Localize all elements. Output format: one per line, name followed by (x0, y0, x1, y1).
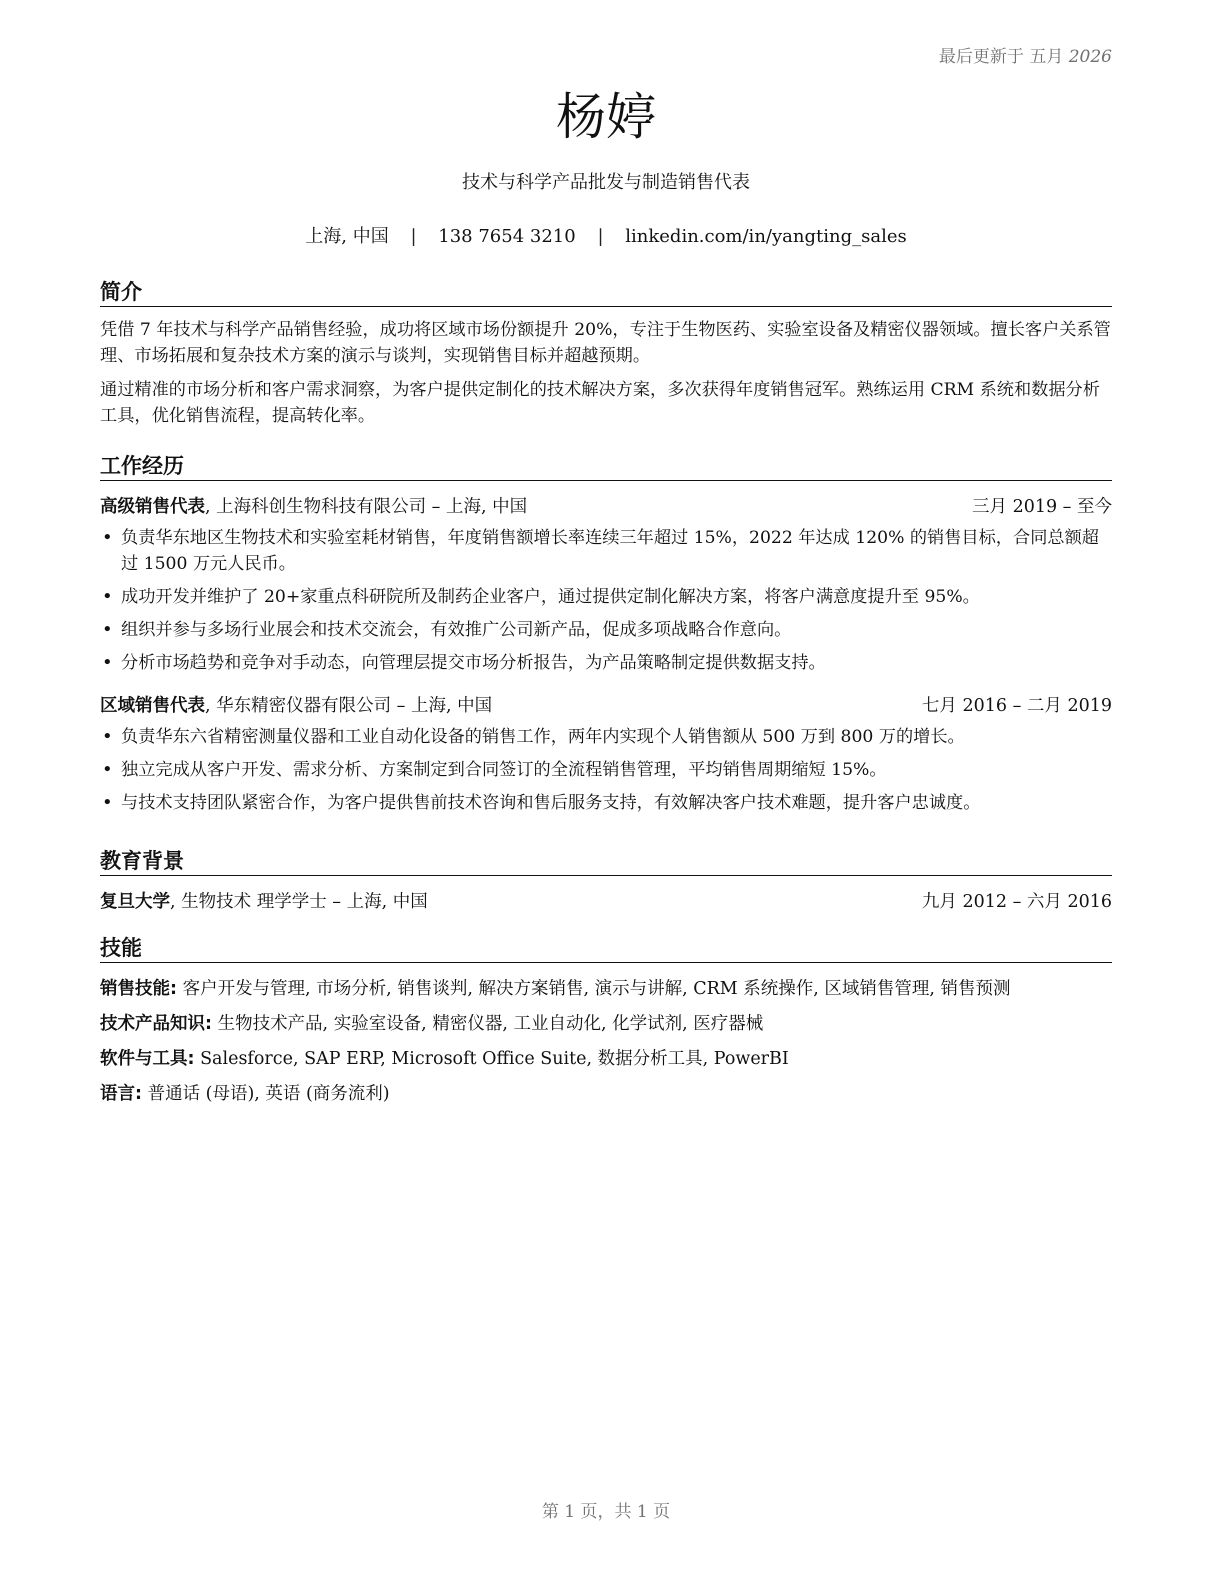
education-dates: 九月 2012 – 六月 2016 (921, 892, 1112, 912)
contact-linkedin-link[interactable]: linkedin.com/in/yangting_sales (625, 226, 907, 247)
job-entry (100, 494, 1112, 676)
resume-page (100, 0, 1112, 1584)
job-bullet: • 负责华东六省精密测量仪器和工业自动化设备的销售工作，两年内实现个人销售额从 500 万到 800 万的增长。 (100, 724, 1112, 750)
contact-phone[interactable]: 138 7654 3210 (438, 226, 576, 247)
last-updated-year: 2026 (1068, 47, 1112, 67)
contact-separator: | (597, 226, 604, 247)
skill-label: 销售技能: (100, 979, 177, 999)
job-header (100, 693, 1112, 719)
candidate-headline: 技术与科学产品批发与制造销售代表 (462, 172, 750, 193)
contact-separator: | (410, 226, 417, 247)
job-entry (100, 693, 1112, 816)
job-bullets (100, 525, 1112, 676)
contact-location: 上海, 中国 (305, 226, 389, 247)
contact-line (100, 224, 1112, 250)
section-title-experience: 工作经历 (100, 452, 1112, 481)
skill-label: 软件与工具: (100, 1049, 195, 1069)
skill-line (100, 1011, 1112, 1037)
skill-line (100, 1046, 1112, 1072)
skill-line (100, 1081, 1112, 1107)
job-dates: 三月 2019 – 至今 (972, 497, 1112, 517)
candidate-name: 杨婷 (556, 88, 656, 146)
last-updated-label: 最后更新于 五月 (938, 47, 1064, 67)
job-title-line (100, 494, 527, 520)
job-header (100, 494, 1112, 520)
skill-value: Salesforce, SAP ERP, Microsoft Office Suite, 数据分析工具, PowerBI (194, 1049, 789, 1069)
job-bullet: • 组织并参与多场行业展会和技术交流会，有效推广公司新产品，促成多项战略合作意向。 (100, 617, 1112, 643)
job-org: , 上海科创生物科技有限公司 – 上海, 中国 (205, 497, 528, 517)
education-school: 复旦大学 (100, 892, 170, 912)
education-detail: , 生物技术 理学学士 – 上海, 中国 (170, 892, 428, 912)
skill-value: 客户开发与管理, 市场分析, 销售谈判, 解决方案销售, 演示与讲解, CRM 系统操作, 区域销售管理, 销售预测 (177, 979, 1011, 999)
education-section (100, 847, 1112, 915)
education-entry (100, 889, 1112, 915)
skill-line (100, 976, 1112, 1002)
job-role: 高级销售代表 (100, 497, 205, 517)
job-role: 区域销售代表 (100, 696, 205, 716)
job-bullet: • 与技术支持团队紧密合作，为客户提供售前技术咨询和售后服务支持，有效解决客户技术难题，提升客户忠诚度。 (100, 790, 1112, 816)
education-line (100, 889, 428, 915)
page-number: 第 1 页，共 1 页 (541, 1502, 671, 1522)
job-bullet: • 负责华东地区生物技术和实验室耗材销售，年度销售额增长率连续三年超过 15%，2022 年达成 120% 的销售目标，合同总额超过 1500 万元人民币。 (100, 525, 1112, 577)
job-bullet: • 分析市场趋势和竞争对手动态，向管理层提交市场分析报告，为产品策略制定提供数据支持。 (100, 650, 1112, 676)
summary-paragraph: 凭借 7 年技术与科学产品销售经验，成功将区域市场份额提升 20%，专注于生物医药、实验室设备及精密仪器领域。擅长客户关系管理、市场拓展和复杂技术方案的演示与谈判，实现销售目标并超越预期。 (100, 320, 1111, 366)
last-updated (939, 46, 1112, 68)
section-title-education: 教育背景 (100, 847, 1112, 876)
skill-value: 普通话 (母语), 英语 (商务流利) (142, 1084, 390, 1104)
skill-value: 生物技术产品, 实验室设备, 精密仪器, 工业自动化, 化学试剂, 医疗器械 (212, 1014, 764, 1034)
summary-paragraph: 通过精准的市场分析和客户需求洞察，为客户提供定制化的技术解决方案，多次获得年度销售冠军。熟练运用 CRM 系统和数据分析工具，优化销售流程，提高转化率。 (100, 380, 1100, 426)
skills-section (100, 934, 1112, 1107)
job-dates: 七月 2016 – 二月 2019 (921, 696, 1112, 716)
job-org: , 华东精密仪器有限公司 – 上海, 中国 (205, 696, 493, 716)
experience-section (100, 452, 1112, 816)
job-bullet: • 成功开发并维护了 20+家重点科研院所及制药企业客户，通过提供定制化解决方案，将客户满意度提升至 95%。 (100, 584, 1112, 610)
section-title-skills: 技能 (100, 934, 1112, 963)
job-bullet: • 独立完成从客户开发、需求分析、方案制定到合同签订的全流程销售管理，平均销售周期缩短 15%。 (100, 757, 1112, 783)
job-bullets (100, 724, 1112, 816)
job-title-line (100, 693, 492, 719)
summary-section (100, 278, 1112, 429)
skill-label: 语言: (100, 1084, 142, 1104)
skill-label: 技术产品知识: (100, 1014, 212, 1034)
section-title-summary: 简介 (100, 278, 1112, 307)
